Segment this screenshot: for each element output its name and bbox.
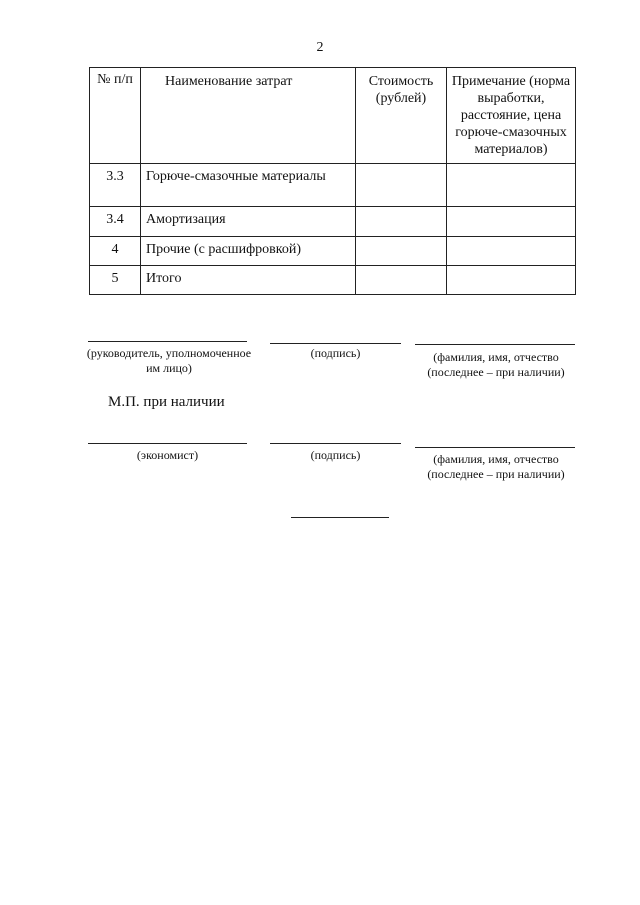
header-cost-value: Стоимость (рублей) <box>356 68 447 164</box>
label-economist: (экономист) <box>136 448 199 462</box>
row-number: 3.3 <box>90 164 141 207</box>
table-row <box>90 237 576 266</box>
row-note <box>447 237 576 266</box>
signature-line-signature <box>270 443 401 444</box>
row-number: 4 <box>90 237 141 266</box>
table-row <box>90 266 576 295</box>
row-note <box>447 266 576 295</box>
row-cost-name: Прочие (с расшифровкой) <box>141 237 356 266</box>
page-number: 2 <box>316 40 324 55</box>
label-full-name: (фамилия, имя, отчество (последнее – при наличии) <box>427 350 565 379</box>
row-note <box>447 207 576 237</box>
signature-line-full-name <box>415 447 575 448</box>
row-cost-name: Горюче-смазочные материалы <box>141 164 356 207</box>
cost-table <box>89 67 576 295</box>
row-cost-value <box>356 237 447 266</box>
table-header-row <box>90 68 576 164</box>
stamp-note: М.П. при наличии <box>108 394 225 410</box>
label-manager: (руководитель, уполномоченное им лицо) <box>86 346 252 375</box>
row-number: 3.4 <box>90 207 141 237</box>
row-cost-name: Амортизация <box>141 207 356 237</box>
header-cost-name: Наименование затрат <box>141 68 356 164</box>
table-row <box>90 164 576 207</box>
signature-line-signature <box>270 343 401 344</box>
signature-line-position <box>88 443 247 444</box>
table-row <box>90 207 576 237</box>
row-note <box>447 164 576 207</box>
row-cost-value <box>356 207 447 237</box>
header-note: Примечание (норма выработки, расстояние, цена горюче-смазочных материалов) <box>447 68 576 164</box>
label-signature: (подпись) <box>310 448 361 462</box>
signature-line-full-name <box>415 344 575 345</box>
signature-line-position <box>88 341 247 342</box>
row-number: 5 <box>90 266 141 295</box>
row-cost-name: Итого <box>141 266 356 295</box>
row-cost-value <box>356 164 447 207</box>
row-cost-value <box>356 266 447 295</box>
closing-divider <box>291 517 389 518</box>
header-number: № п/п <box>90 68 141 164</box>
label-signature: (подпись) <box>310 346 361 360</box>
label-full-name: (фамилия, имя, отчество (последнее – при наличии) <box>427 452 565 481</box>
